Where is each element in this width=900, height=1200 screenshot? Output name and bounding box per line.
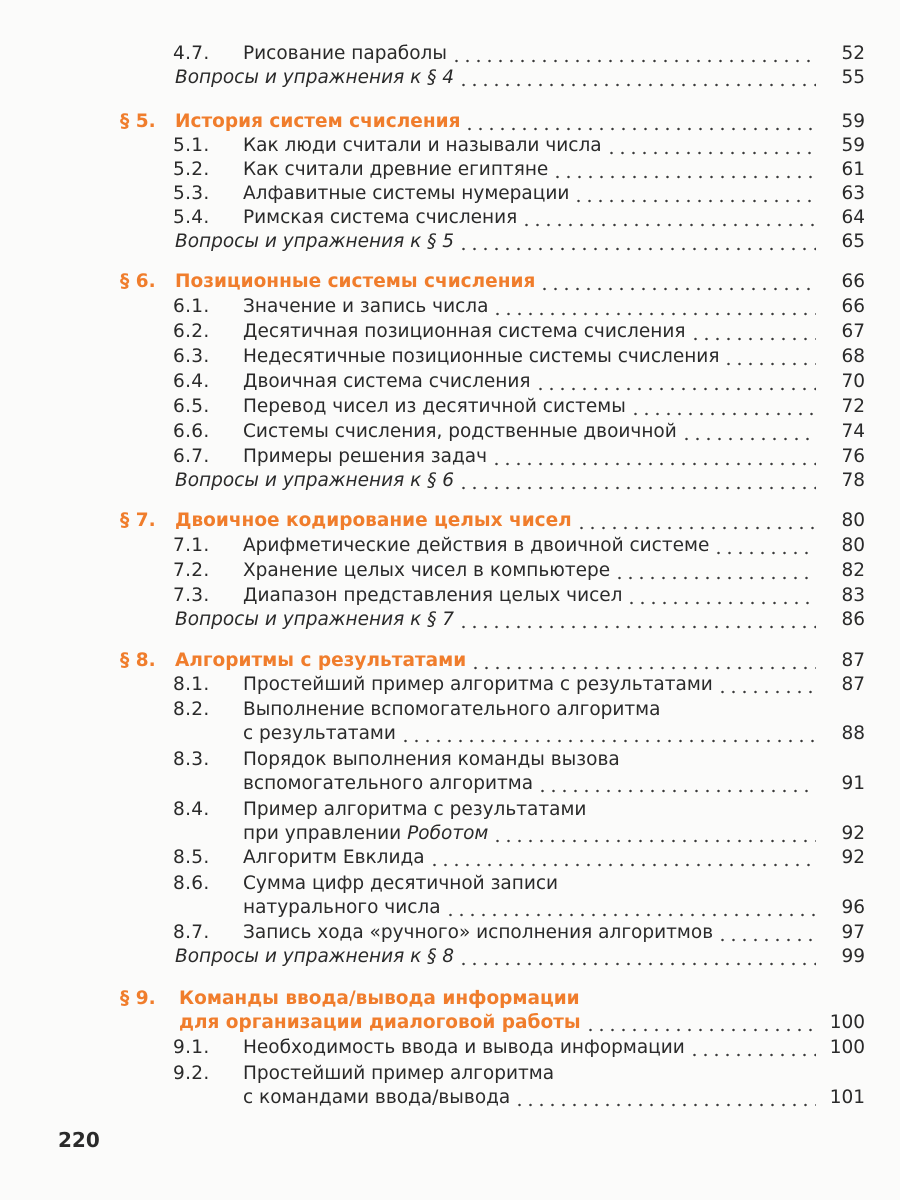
- dot-leader: [681, 420, 816, 444]
- entry-page: 74: [841, 421, 865, 442]
- entry-page: 76: [841, 446, 865, 467]
- toc-entry[interactable]: [0, 345, 900, 369]
- dot-leader: [690, 320, 816, 344]
- dot-leader: [458, 66, 816, 90]
- entry-number: 6.5.: [173, 396, 210, 417]
- entry-page: 66: [841, 296, 865, 317]
- toc-section-8[interactable]: [0, 649, 900, 673]
- page-number: 220: [58, 1128, 100, 1152]
- section-title-line1: Команды ввода/вывода информации: [179, 988, 580, 1009]
- entry-page: 55: [841, 67, 865, 88]
- section-title: Позиционные системы счисления: [175, 271, 536, 292]
- entry-title-emphasis: Роботом: [407, 823, 489, 844]
- entry-title: с командами ввода/вывода: [243, 1087, 511, 1108]
- dot-leader: [539, 270, 816, 294]
- toc-entry-first-line[interactable]: [0, 1062, 900, 1086]
- toc-entry-questions[interactable]: [0, 469, 900, 493]
- entry-title: Вопросы и упражнения к § 4: [175, 67, 455, 88]
- dot-leader: [429, 846, 816, 870]
- toc-entry-first-line[interactable]: [0, 748, 900, 772]
- dot-leader: [689, 1036, 816, 1060]
- entry-page: 52: [841, 43, 865, 64]
- dot-leader: [464, 110, 816, 134]
- toc-entry[interactable]: [0, 846, 900, 870]
- dot-leader: [491, 445, 816, 469]
- entry-title: Значение и запись числа: [243, 296, 489, 317]
- entry-title: Алфавитные системы нумерации: [243, 183, 570, 204]
- entry-page: 80: [841, 510, 865, 531]
- entry-page: 78: [841, 470, 865, 491]
- dot-leader: [514, 1086, 816, 1110]
- entry-page: 67: [841, 321, 865, 342]
- entry-page: 88: [841, 723, 865, 744]
- dot-leader: [535, 370, 816, 394]
- entry-number: 6.6.: [173, 421, 210, 442]
- entry-page: 83: [841, 585, 865, 606]
- toc-entry[interactable]: [0, 134, 900, 158]
- dot-leader: [445, 896, 816, 920]
- entry-title: Вопросы и упражнения к § 8: [175, 946, 455, 967]
- toc-section-9-first-line[interactable]: [0, 987, 900, 1011]
- dot-leader: [470, 649, 816, 673]
- entry-page: 92: [841, 823, 865, 844]
- toc-entry[interactable]: [0, 206, 900, 230]
- entry-page: 68: [841, 346, 865, 367]
- toc-entry-questions[interactable]: [0, 230, 900, 254]
- section-number: § 9.: [120, 988, 156, 1009]
- section-title: История систем счисления: [175, 111, 461, 132]
- entry-page: 96: [841, 897, 865, 918]
- dot-leader: [717, 921, 816, 945]
- toc-section-5[interactable]: [0, 110, 900, 134]
- entry-title: Арифметические действия в двоичной системе: [243, 535, 710, 556]
- entry-page: 101: [829, 1087, 865, 1108]
- entry-number: 5.3.: [173, 183, 210, 204]
- section-number: § 5.: [120, 111, 156, 132]
- entry-number: 7.3.: [173, 585, 210, 606]
- entry-page: 80: [841, 535, 865, 556]
- entry-page: 87: [841, 674, 865, 695]
- entry-page: 66: [841, 271, 865, 292]
- entry-title: Алгоритм Евклида: [243, 847, 425, 868]
- dot-leader: [400, 722, 816, 746]
- toc-entry[interactable]: [0, 822, 900, 846]
- dot-leader: [458, 469, 816, 493]
- entry-number: 9.1.: [173, 1037, 210, 1058]
- toc-entry-first-line[interactable]: [0, 698, 900, 722]
- entry-title: Примеры решения задач: [243, 446, 488, 467]
- entry-page: 97: [841, 922, 865, 943]
- entry-page: 63: [841, 183, 865, 204]
- toc-entry-questions[interactable]: [0, 608, 900, 632]
- toc-section-6[interactable]: [0, 270, 900, 294]
- entry-page: 65: [841, 231, 865, 252]
- toc-entry[interactable]: [0, 320, 900, 344]
- entry-title: Как люди считали и называли числа: [243, 135, 602, 156]
- entry-number: 5.1.: [173, 135, 210, 156]
- entry-title: Вопросы и упражнения к § 5: [175, 231, 455, 252]
- dot-leader: [458, 230, 816, 254]
- entry-title: Римская система счисления: [243, 207, 518, 228]
- entry-number: 9.2.: [173, 1063, 210, 1084]
- entry-title-line1: Порядок выполнения команды вызова: [243, 749, 620, 770]
- dot-leader: [723, 345, 816, 369]
- dot-leader: [717, 673, 816, 697]
- entry-title: Вопросы и упражнения к § 7: [175, 609, 455, 630]
- toc-entry[interactable]: [0, 921, 900, 945]
- entry-page: 64: [841, 207, 865, 228]
- entry-number: 4.7.: [173, 43, 210, 64]
- entry-title-line1: Пример алгоритма с результатами: [243, 799, 587, 820]
- toc-entry[interactable]: [0, 673, 900, 697]
- entry-title: натурального числа: [243, 897, 441, 918]
- entry-title: вспомогательного алгоритма: [243, 773, 534, 794]
- entry-page: 82: [841, 560, 865, 581]
- entry-page: 59: [841, 135, 865, 156]
- entry-page: 59: [841, 111, 865, 132]
- entry-number: 8.1.: [173, 674, 210, 695]
- entry-number: 6.2.: [173, 321, 210, 342]
- section-number: § 7.: [120, 510, 156, 531]
- entry-page: 72: [841, 396, 865, 417]
- toc-entry[interactable]: [0, 370, 900, 394]
- toc-entry-first-line[interactable]: [0, 872, 900, 896]
- entry-number: 7.2.: [173, 560, 210, 581]
- entry-title: Системы счисления, родственные двоичной: [243, 421, 677, 442]
- entry-title-line1: Сумма цифр десятичной записи: [243, 873, 559, 894]
- entry-title: Простейший пример алгоритма с результатами: [243, 674, 713, 695]
- entry-title: Хранение целых чисел в компьютере: [243, 560, 611, 581]
- toc-section-9[interactable]: [0, 1011, 900, 1035]
- entry-page: 100: [829, 1012, 865, 1033]
- entry-number: 7.1.: [173, 535, 210, 556]
- dot-leader: [576, 509, 816, 533]
- entry-title: Запись хода «ручного» исполнения алгоритмов: [243, 922, 714, 943]
- entry-page: 86: [841, 609, 865, 630]
- toc-entry[interactable]: [0, 395, 900, 419]
- toc-entry[interactable]: [0, 534, 900, 558]
- entry-title: с результатами: [243, 723, 396, 744]
- toc-entry[interactable]: [0, 559, 900, 583]
- dot-leader: [552, 158, 816, 182]
- entry-number: 5.4.: [173, 207, 210, 228]
- entry-page: 100: [829, 1037, 865, 1058]
- entry-title: Как считали древние египтяне: [243, 159, 549, 180]
- entry-page: 99: [841, 946, 865, 967]
- entry-title: Необходимость ввода и вывода информации: [243, 1037, 685, 1058]
- entry-page: 92: [841, 847, 865, 868]
- toc-section-7[interactable]: [0, 509, 900, 533]
- entry-title: Вопросы и упражнения к § 6: [175, 470, 455, 491]
- entry-page: 70: [841, 371, 865, 392]
- toc-entry[interactable]: [0, 295, 900, 319]
- section-number: § 6.: [120, 271, 156, 292]
- entry-page: 61: [841, 159, 865, 180]
- entry-number: 5.2.: [173, 159, 210, 180]
- dot-leader: [573, 182, 816, 206]
- entry-title: Перевод чисел из десятичной системы: [243, 396, 626, 417]
- entry-number: 6.7.: [173, 446, 210, 467]
- toc-entry[interactable]: [0, 158, 900, 182]
- dot-leader: [521, 206, 816, 230]
- entry-title: Диапазон представления целых чисел: [243, 585, 623, 606]
- entry-title: Десятичная позиционная система счисления: [243, 321, 686, 342]
- entry-number: 8.4.: [173, 799, 210, 820]
- toc-entry[interactable]: [0, 1086, 900, 1110]
- toc-entry[interactable]: [0, 182, 900, 206]
- section-title: Алгоритмы с результатами: [175, 650, 467, 671]
- dot-leader: [630, 395, 816, 419]
- dot-leader: [492, 822, 816, 846]
- entry-number: 8.7.: [173, 922, 210, 943]
- entry-number: 6.1.: [173, 296, 210, 317]
- dot-leader: [713, 534, 816, 558]
- toc-entry[interactable]: [0, 445, 900, 469]
- toc-entry[interactable]: [0, 42, 900, 66]
- toc-entry-first-line[interactable]: [0, 798, 900, 822]
- dot-leader: [451, 42, 816, 66]
- entry-number: 8.3.: [173, 749, 210, 770]
- dot-leader: [458, 608, 816, 632]
- dot-leader: [614, 559, 816, 583]
- entry-title: при управлении: [243, 823, 402, 844]
- entry-number: 8.2.: [173, 699, 210, 720]
- toc-entry[interactable]: [0, 896, 900, 920]
- dot-leader: [606, 134, 816, 158]
- entry-number: 6.4.: [173, 371, 210, 392]
- dot-leader: [585, 1011, 816, 1035]
- toc-entry-questions[interactable]: [0, 945, 900, 969]
- dot-leader: [537, 772, 816, 796]
- dot-leader: [458, 945, 816, 969]
- toc-entry[interactable]: [0, 420, 900, 444]
- entry-title-line1: Простейший пример алгоритма: [243, 1063, 555, 1084]
- toc-entry[interactable]: [0, 772, 900, 796]
- dot-leader: [626, 584, 816, 608]
- entry-title: Рисование параболы: [243, 43, 447, 64]
- section-title: Двоичное кодирование целых чисел: [175, 510, 572, 531]
- entry-title: Двоичная система счисления: [243, 371, 531, 392]
- toc-entry[interactable]: [0, 584, 900, 608]
- section-number: § 8.: [120, 650, 156, 671]
- entry-number: 6.3.: [173, 346, 210, 367]
- entry-number: 8.5.: [173, 847, 210, 868]
- entry-number: 8.6.: [173, 873, 210, 894]
- dot-leader: [492, 295, 816, 319]
- section-title: для организации диалоговой работы: [179, 1012, 581, 1033]
- entry-page: 91: [841, 773, 865, 794]
- entry-title-line1: Выполнение вспомогательного алгоритма: [243, 699, 661, 720]
- toc-entry-questions[interactable]: [0, 66, 900, 90]
- toc-entry[interactable]: [0, 722, 900, 746]
- entry-title: Недесятичные позиционные системы счисления: [243, 346, 720, 367]
- toc-entry[interactable]: [0, 1036, 900, 1060]
- entry-page: 87: [841, 650, 865, 671]
